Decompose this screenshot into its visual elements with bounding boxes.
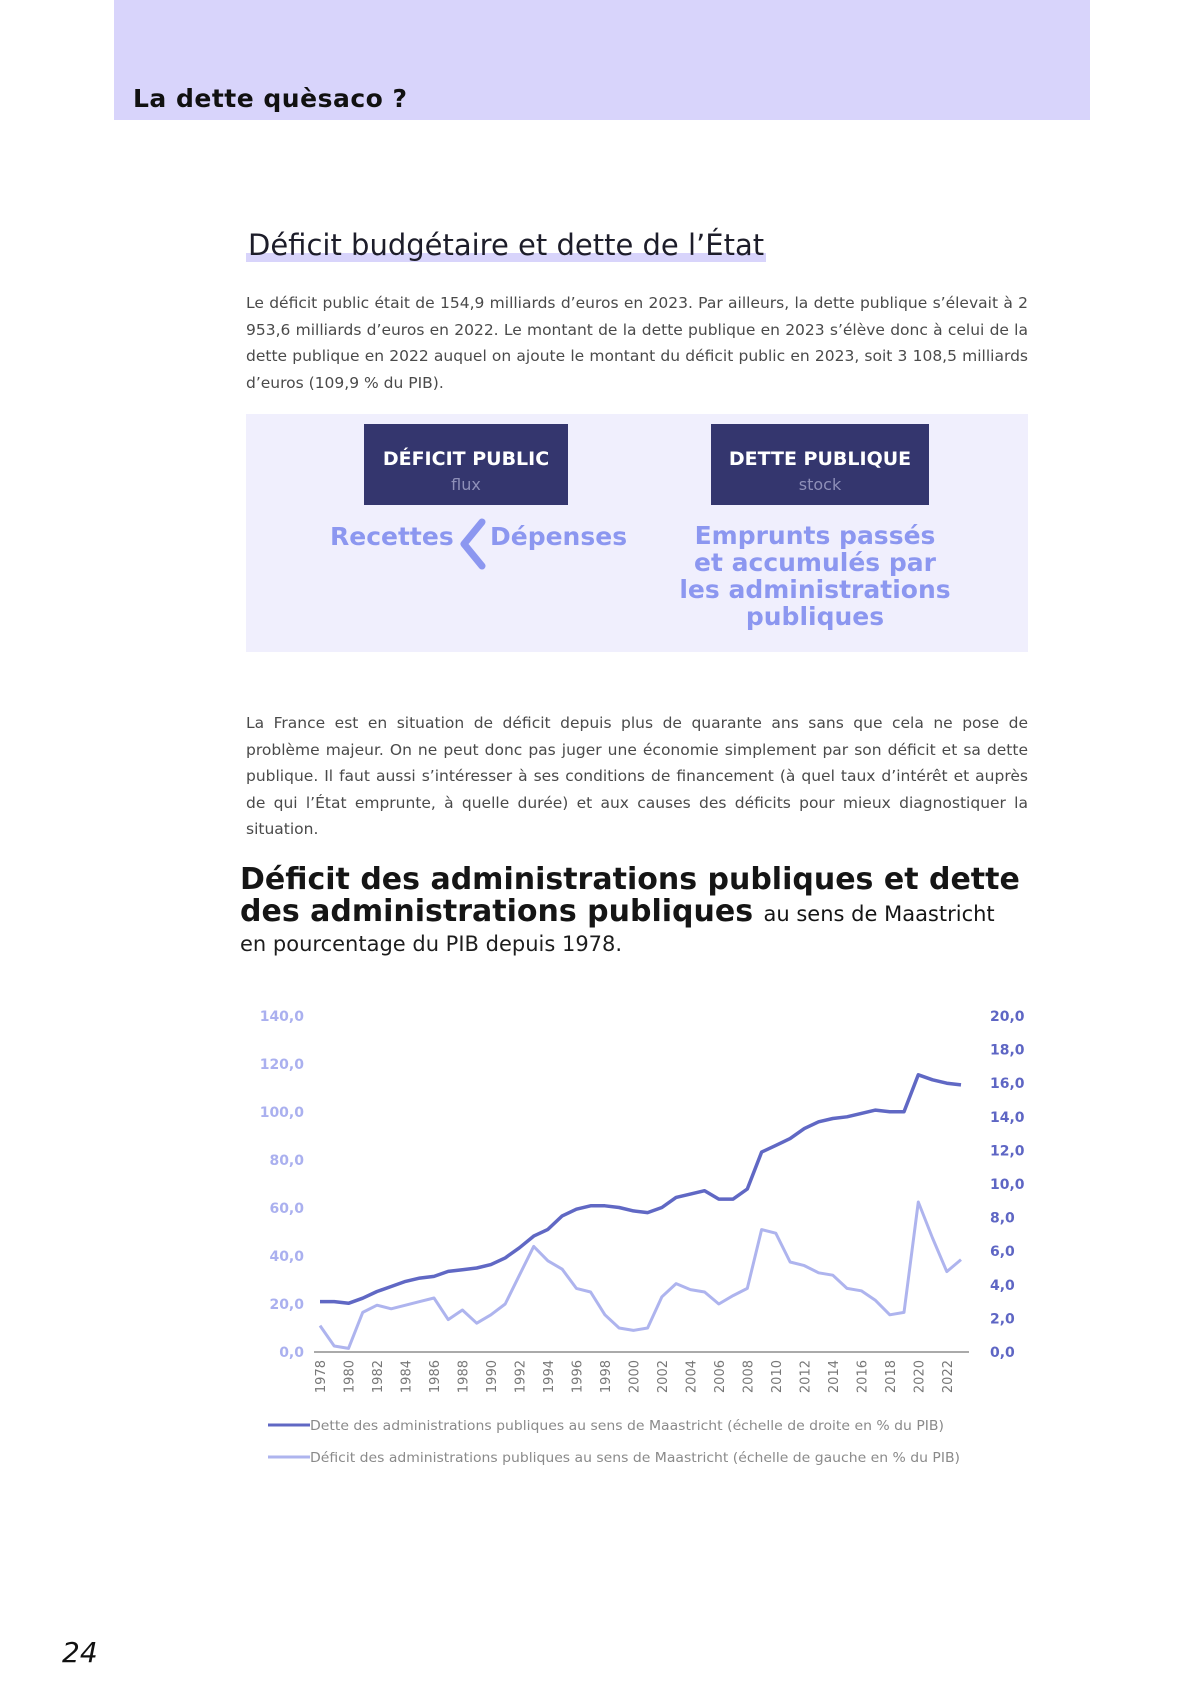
x-axis-tick-label: 2016 (855, 1360, 871, 1394)
x-axis-tick-label: 2006 (712, 1360, 728, 1394)
left-axis-tick-label: 80,0 (269, 1153, 304, 1169)
left-axis-tick-label: 40,0 (269, 1249, 304, 1265)
right-axis-tick-label: 4,0 (990, 1277, 1015, 1294)
chart-title-bold: Déficit des administrations publiques et dette des administrations publiques (240, 862, 1020, 929)
legend-deficit-label: Déficit des administrations publiques au sens de Maastricht (échelle de gauche en % du PIB) (310, 1450, 960, 1466)
x-axis-tick-label: 2020 (912, 1360, 928, 1394)
right-axis-tick-label: 14,0 (990, 1109, 1025, 1126)
x-axis-tick-label: 2018 (883, 1360, 899, 1394)
legend-dette-label: Dette des administrations publiques au sens de Maastricht (échelle de droite en % du PIB) (310, 1418, 944, 1434)
concept-dette-title: DETTE PUBLIQUE (728, 448, 912, 470)
concept-dette-subtitle: stock (798, 475, 842, 494)
right-axis-tick-label: 0,0 (990, 1345, 1015, 1361)
x-axis-tick-label: 1980 (342, 1360, 358, 1394)
section-title: Déficit budgétaire et dette de l’État (248, 228, 765, 262)
header-title: La dette quèsaco ? (133, 84, 408, 113)
x-axis-tick-label: 1984 (399, 1360, 415, 1394)
x-axis-tick-label: 2000 (627, 1360, 643, 1394)
x-axis-tick-label: 1990 (484, 1360, 500, 1394)
emprunts-line-2: et accumulés par (694, 548, 936, 577)
right-axis-tick-label: 16,0 (990, 1076, 1025, 1093)
x-axis-tick-label: 2010 (769, 1360, 785, 1394)
x-axis-tick-label: 2014 (826, 1360, 842, 1394)
right-axis-tick-label: 2,0 (990, 1311, 1015, 1328)
right-axis-tick-label: 12,0 (990, 1143, 1025, 1160)
right-axis-tick-label: 18,0 (990, 1042, 1025, 1059)
concept-deficit-subtitle: flux (451, 475, 481, 494)
intro-paragraph: Le déficit public était de 154,9 milliards d’euros en 2023. Par ailleurs, la dette publique s’élevait à 2 953,6 milliards d’euros en 2022. Le montant de la dette publique en 2023 s’élève donc à celui de la dette publique en 2022 auquel on ajoute le montant du déficit public en 2023, soit 3 108,5 milliards d’euros (109,9 % du PIB). (246, 294, 1028, 392)
left-axis-tick-label: 60,0 (269, 1201, 304, 1217)
emprunts-line-4: publiques (745, 602, 885, 631)
emprunts-line-3: les administrations (679, 575, 951, 604)
left-axis-tick-label: 0,0 (279, 1345, 304, 1361)
x-axis-tick-label: 1992 (513, 1360, 529, 1394)
dette-series-line (320, 1075, 961, 1304)
emprunts-line-1: Emprunts passés (694, 521, 936, 550)
x-axis-tick-label: 1978 (314, 1360, 329, 1394)
chart-subtitle: en pourcentage du PIB depuis 1978. (240, 932, 623, 956)
right-axis-tick-label: 8,0 (990, 1210, 1015, 1227)
left-axis-tick-label: 100,0 (259, 1105, 304, 1121)
x-axis-tick-label: 1982 (370, 1360, 386, 1394)
depenses-label: Dépenses (490, 522, 628, 551)
page-number: 24 (62, 1636, 98, 1669)
x-axis-tick-label: 2004 (684, 1360, 700, 1394)
left-axis-tick-label: 140,0 (259, 1009, 304, 1025)
recettes-label: Recettes (330, 522, 454, 551)
chart-title-rest: au sens de Maastricht (763, 902, 995, 926)
x-axis-tick-label: 2008 (741, 1360, 757, 1394)
x-axis-tick-label: 2012 (798, 1360, 814, 1394)
x-axis-tick-label: 2002 (655, 1360, 671, 1394)
left-axis-tick-label: 20,0 (269, 1297, 304, 1313)
concept-deficit-title: DÉFICIT PUBLIC (382, 448, 550, 470)
analysis-paragraph: La France est en situation de déficit depuis plus de quarante ans sans que cela ne pose de problème majeur. On ne peut donc pas juger une économie simplement par son déficit et sa dette publique. Il faut aussi s’intéresser à ses conditions de financement (à quel taux d’intérêt et auprès de qui l’État emprunte, à quelle durée) et aux causes des déficits pour mieux diagnostiquer la situation. (246, 714, 1028, 838)
x-axis-tick-label: 1986 (427, 1360, 443, 1394)
x-axis-tick-label: 2022 (940, 1360, 956, 1394)
right-axis-tick-label: 6,0 (990, 1244, 1015, 1261)
x-axis-tick-label: 1994 (541, 1360, 557, 1394)
left-axis-tick-label: 120,0 (259, 1057, 304, 1073)
x-axis-tick-label: 1998 (598, 1360, 614, 1394)
right-axis-tick-label: 20,0 (990, 1009, 1025, 1025)
deficit-series-line (320, 1202, 961, 1348)
x-axis-tick-label: 1996 (570, 1360, 586, 1394)
x-axis-tick-label: 1988 (456, 1360, 472, 1394)
right-axis-tick-label: 10,0 (990, 1177, 1025, 1193)
